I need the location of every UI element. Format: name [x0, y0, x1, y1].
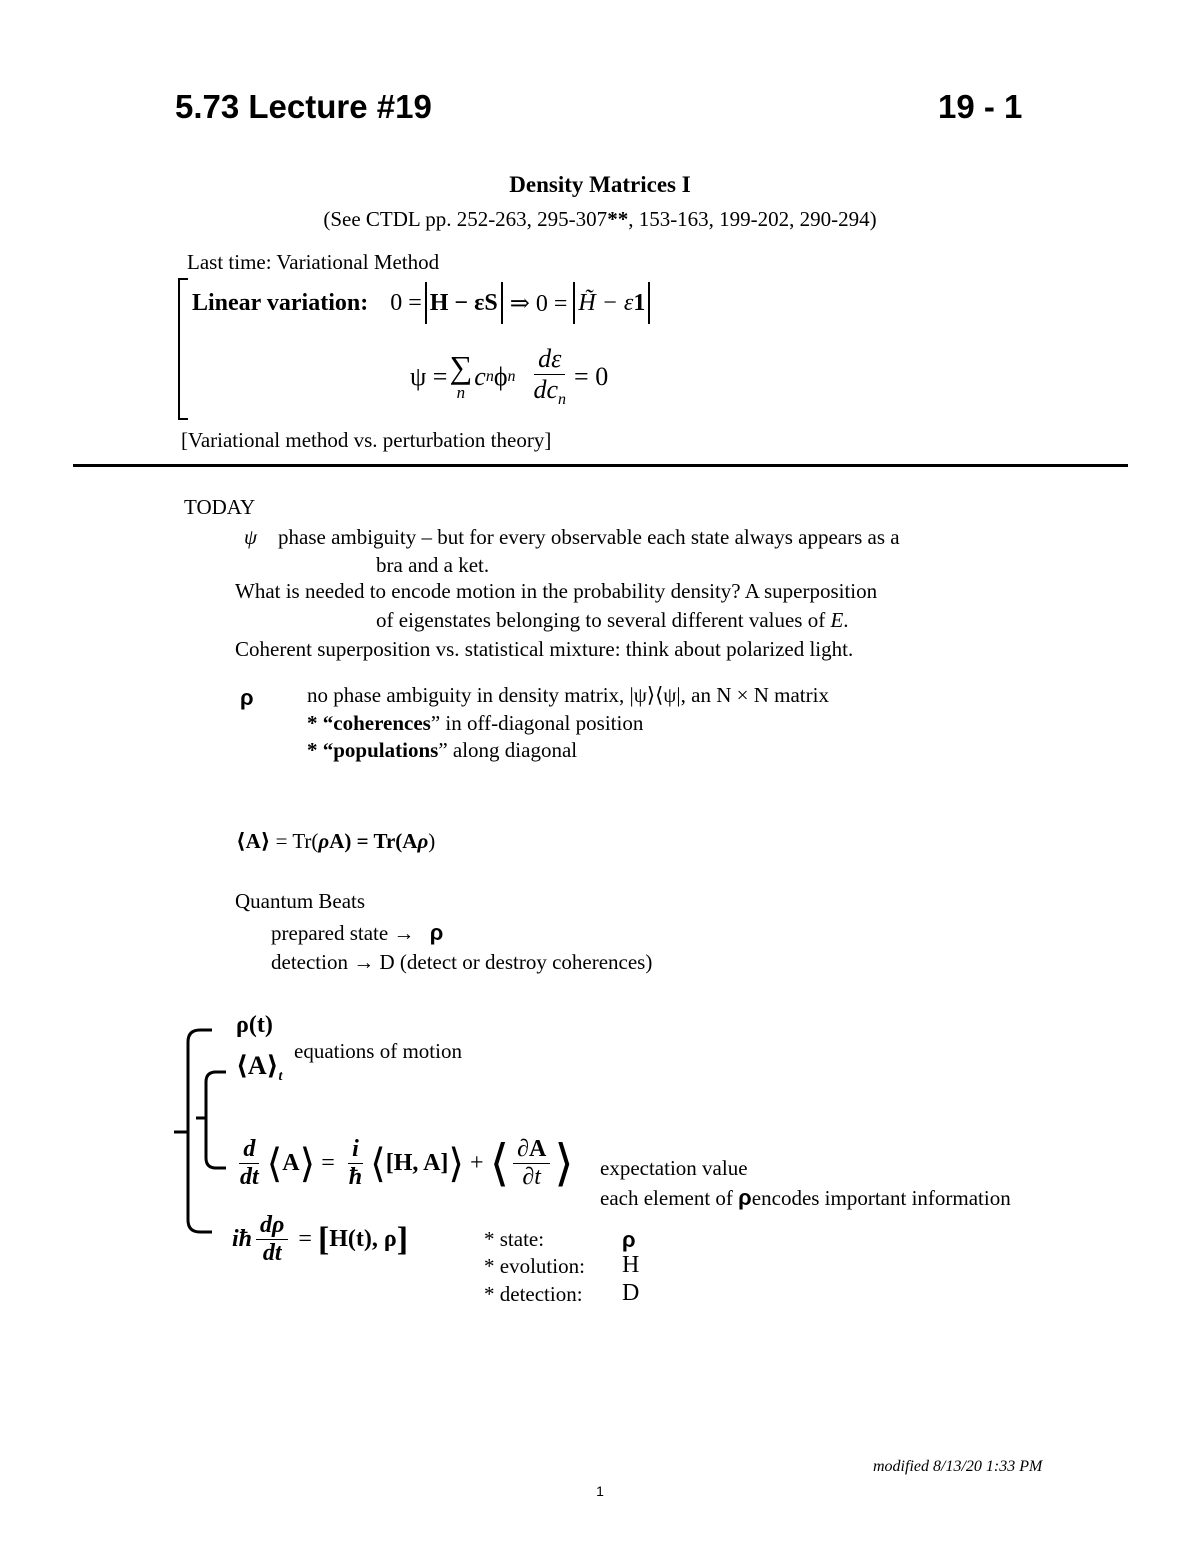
state-value: ρ: [622, 1227, 636, 1252]
page-number: 1: [596, 1483, 604, 1499]
sum-index: n: [456, 382, 466, 402]
state-label: * state:: [484, 1227, 545, 1251]
heisenberg-equation: $\frac{d}{dt}$ ⟨ A ⟩ = $\frac{i}{ħ}$ ⟨ [H, A] ⟩ + ⟨ $\frac{\partial A}{\partial t}$ ⟩: [240, 1135, 574, 1191]
evolution-label: * evolution:: [484, 1254, 585, 1278]
prepared-line: prepared state → ρ: [271, 920, 444, 945]
h-minus-es: H − εS: [429, 289, 498, 316]
coherent-line: Coherent superposition vs. statistical mixture: think about polarized light.: [235, 637, 854, 661]
coherences-line: * “coherences” in off-diagonal position: [307, 711, 644, 735]
deps-dcn: $\frac{d\varepsilon}{dc_n}$: [533, 344, 567, 409]
linear-variation-equation: [192, 282, 653, 324]
cn: c: [474, 361, 486, 391]
linear-variation-label: Linear variation:: [192, 289, 369, 316]
prepared-rho: ρ: [429, 920, 444, 945]
beats-heading: Quantum Beats: [235, 889, 366, 913]
today-heading: TODAY: [184, 495, 256, 519]
psi-line-2: bra and a ket.: [376, 553, 490, 577]
refs-stars: **: [607, 207, 629, 231]
refs-before: (See CTDL pp. 252-263, 295-307: [323, 207, 608, 231]
eq-zero-2: = 0: [574, 361, 609, 391]
element-rho: ρ: [738, 1185, 752, 1210]
avg-A-t: $⟨A⟩_t$: [236, 1051, 283, 1085]
rho-symbol: ρ: [240, 685, 254, 710]
page-label: 19 - 1: [938, 88, 1023, 125]
phin-sub: n: [507, 367, 516, 385]
htilde-minus: H̃ − ε: [578, 289, 634, 316]
det-bar: [648, 282, 650, 324]
coherences-word: coherences: [333, 711, 431, 735]
implies: ⇒ 0 =: [509, 290, 568, 317]
cn-sub: n: [485, 367, 494, 385]
lecture-title: 5.73 Lecture #19: [175, 88, 432, 125]
motion-line-2: of eigenstates belonging to several different values of E.: [376, 608, 849, 632]
trace-equation: ⟨A⟩ = Tr(ρA) = Tr(Aρ): [236, 829, 436, 853]
detection-value: D: [622, 1280, 640, 1306]
rho-line-1: no phase ambiguity in density matrix, |ψ⟩⟨ψ|, an N × N matrix: [307, 683, 829, 707]
eq-of-motion-label: equations of motion: [294, 1039, 462, 1063]
detection-line: detection → D (detect or destroy coherences): [271, 950, 653, 974]
motion-line-1: What is needed to encode motion in the probability density? A superposition: [235, 579, 878, 603]
divider: [73, 464, 1128, 467]
identity: 1: [633, 289, 646, 316]
evolution-value: H: [622, 1252, 640, 1278]
rho-of-t: ρ(t): [236, 1012, 273, 1038]
populations-line: * “populations” along diagonal: [307, 738, 578, 762]
psi-line-1: phase ambiguity – but for every observable each state always appears as a: [278, 525, 900, 549]
det-bar: [573, 282, 575, 324]
phin: ϕ: [493, 361, 508, 391]
psi-symbol: ψ: [244, 525, 258, 549]
modified-timestamp: modified 8/13/20 1:33 PM: [873, 1458, 1043, 1475]
det-bar: [501, 282, 503, 324]
sum-symbol: ∑ n: [449, 348, 473, 402]
variational-note: [Variational method vs. perturbation theory]: [181, 428, 552, 452]
ket-bra: |ψ⟩⟨ψ|: [629, 683, 681, 707]
energy-E: E: [830, 608, 844, 632]
eq-zero: 0 =: [390, 289, 422, 316]
last-time-bracket: [178, 278, 188, 420]
expectation-value-label: expectation value: [600, 1156, 748, 1180]
last-time-label: Last time: Variational Method: [187, 250, 440, 274]
populations-word: populations: [333, 738, 439, 762]
motion-bracket: [170, 1020, 240, 1245]
psi-eq: ψ =: [410, 361, 448, 391]
detection-label: * detection:: [484, 1282, 583, 1306]
section-title: Density Matrices I: [509, 172, 691, 197]
psi-expansion: [410, 344, 608, 409]
references: [0, 207, 1200, 232]
det-bar: [425, 282, 427, 324]
element-info-line: each element of ρencodes important information: [600, 1185, 1011, 1210]
refs-after: , 153-163, 199-202, 290-294): [628, 207, 877, 231]
liouville-equation: iħ $\frac{d\rho}{dt}$ = [ H(t), ρ ]: [232, 1212, 409, 1266]
